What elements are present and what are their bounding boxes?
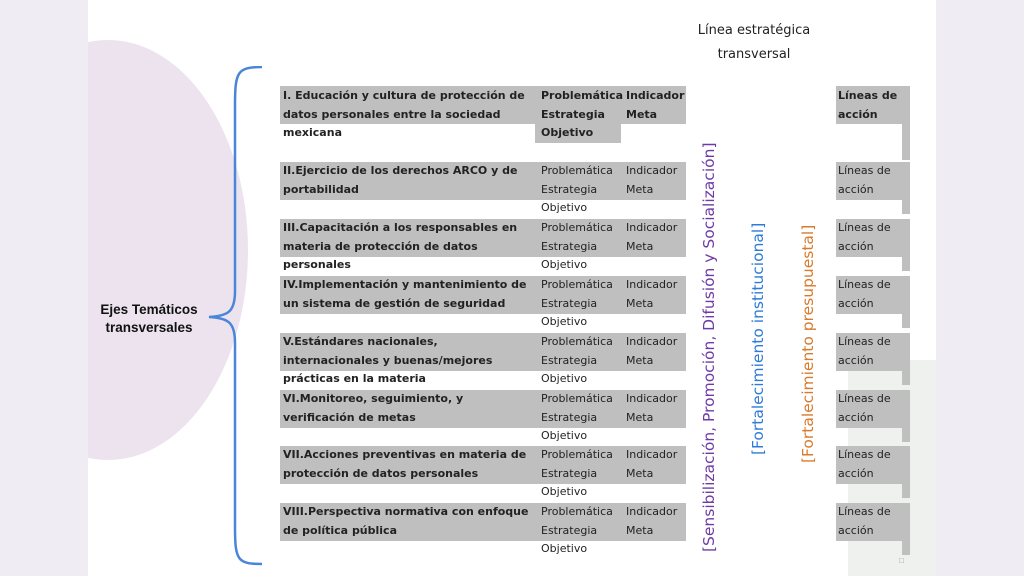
problematica-cell: Problemática bbox=[541, 335, 613, 348]
eje-cell: VII.Acciones preventivas en materia de protección de datos personales bbox=[283, 448, 527, 480]
lineas-accion-cell: Líneas de acción bbox=[838, 505, 891, 537]
lineas-accion-header: Líneas de acción bbox=[838, 89, 898, 121]
meta-cell: Meta bbox=[626, 523, 654, 537]
indicador-header: Indicador bbox=[626, 89, 685, 102]
linea-estrategica-title bbox=[688, 19, 820, 67]
problematica-cell: Problemática bbox=[541, 164, 613, 177]
lineas-accion-cell: Líneas de acción bbox=[838, 278, 891, 310]
meta-cell: Meta bbox=[626, 296, 654, 310]
problematica-cell: Problemática bbox=[541, 278, 613, 291]
indicador-cell: Indicador bbox=[626, 278, 678, 291]
meta-cell: Meta bbox=[626, 353, 654, 367]
estrategia-cell: Estrategia bbox=[541, 523, 598, 537]
indicador-cell: Indicador bbox=[626, 221, 678, 234]
problematica-cell: Problemática bbox=[541, 448, 613, 461]
objetivo-cell: Objetivo bbox=[541, 258, 588, 271]
eje-title-cell: I. Educación y cultura de protección de datos personales entre la sociedad mexicana bbox=[283, 89, 525, 139]
table-row bbox=[280, 503, 686, 560]
eje-cell: V.Estándares nacionales, internacionales y buenas/mejores prácticas en la materia bbox=[283, 335, 493, 385]
meta-cell: Meta bbox=[626, 410, 654, 424]
lineas-accion-cell: Líneas de acción bbox=[838, 164, 891, 196]
lineas-accion-cell: Líneas de acción bbox=[838, 392, 891, 424]
objetivo-header: Objetivo bbox=[541, 126, 594, 139]
objetivo-cell: Objetivo bbox=[541, 201, 588, 214]
eje-cell: II.Ejercicio de los derechos ARCO y de portabilidad bbox=[283, 164, 518, 196]
objetivo-cell: Objetivo bbox=[541, 485, 588, 498]
ejes-label-line2: transversales bbox=[105, 320, 193, 335]
meta-header: Meta bbox=[626, 107, 658, 121]
title-line2: transversal bbox=[717, 47, 791, 62]
ejes-tematicos-label bbox=[94, 301, 204, 337]
sensibilizacion-vertical-label: [Sensibilización, Promoción, Difusión y Socialización] bbox=[700, 142, 718, 552]
estrategia-cell: Estrategia bbox=[541, 466, 598, 480]
table-row bbox=[280, 333, 686, 390]
meta-cell: Meta bbox=[626, 466, 654, 480]
lineas-accion-cell: Líneas de acción bbox=[838, 221, 891, 253]
indicador-cell: Indicador bbox=[626, 448, 678, 461]
meta-cell: Meta bbox=[626, 182, 654, 196]
table-row bbox=[280, 162, 686, 219]
meta-cell: Meta bbox=[626, 239, 654, 253]
eje-cell: VIII.Perspectiva normativa con enfoque de política pública bbox=[283, 505, 529, 537]
problematica-header: Problemática bbox=[541, 89, 624, 102]
indicador-cell: Indicador bbox=[626, 505, 678, 518]
ejes-label-line1: Ejes Temáticos bbox=[100, 302, 198, 317]
indicador-cell: Indicador bbox=[626, 164, 678, 177]
eje-cell: VI.Monitoreo, seguimiento, y verificación de metas bbox=[283, 392, 464, 424]
eje-cell: III.Capacitación a los responsables en materia de protección de datos personales bbox=[283, 221, 518, 271]
table-header-row bbox=[280, 86, 686, 143]
lineas-accion-cell: Líneas de acción bbox=[838, 448, 891, 480]
curly-brace-icon bbox=[207, 66, 267, 566]
eje-cell: IV.Implementación y mantenimiento de un sistema de gestión de seguridad bbox=[283, 278, 527, 310]
objetivo-cell: Objetivo bbox=[541, 315, 588, 328]
problematica-cell: Problemática bbox=[541, 221, 613, 234]
estrategia-cell: Estrategia bbox=[541, 410, 598, 424]
indicador-cell: Indicador bbox=[626, 392, 678, 405]
objetivo-cell: Objetivo bbox=[541, 372, 588, 385]
objetivo-cell: Objetivo bbox=[541, 429, 588, 442]
estrategia-header: Estrategia bbox=[541, 107, 605, 121]
title-line1: Línea estratégica bbox=[697, 23, 811, 38]
estrategia-cell: Estrategia bbox=[541, 239, 598, 253]
indicador-cell: Indicador bbox=[626, 335, 678, 348]
fortalecimiento-institucional-vertical-label: [Fortalecimiento institucional] bbox=[749, 222, 767, 455]
corner-mark: □ bbox=[899, 556, 904, 565]
table-row bbox=[280, 390, 686, 447]
estrategia-cell: Estrategia bbox=[541, 296, 598, 310]
problematica-cell: Problemática bbox=[541, 392, 613, 405]
estrategia-cell: Estrategia bbox=[541, 353, 598, 367]
objetivo-cell: Objetivo bbox=[541, 542, 588, 555]
lineas-accion-cell: Líneas de acción bbox=[838, 335, 891, 367]
table-row bbox=[280, 219, 686, 276]
estrategia-cell: Estrategia bbox=[541, 182, 598, 196]
table-row bbox=[280, 446, 686, 503]
fortalecimiento-presupuestal-vertical-label: [Fortalecimiento presupuestal] bbox=[799, 224, 817, 463]
table-row bbox=[280, 276, 686, 333]
problematica-cell: Problemática bbox=[541, 505, 613, 518]
